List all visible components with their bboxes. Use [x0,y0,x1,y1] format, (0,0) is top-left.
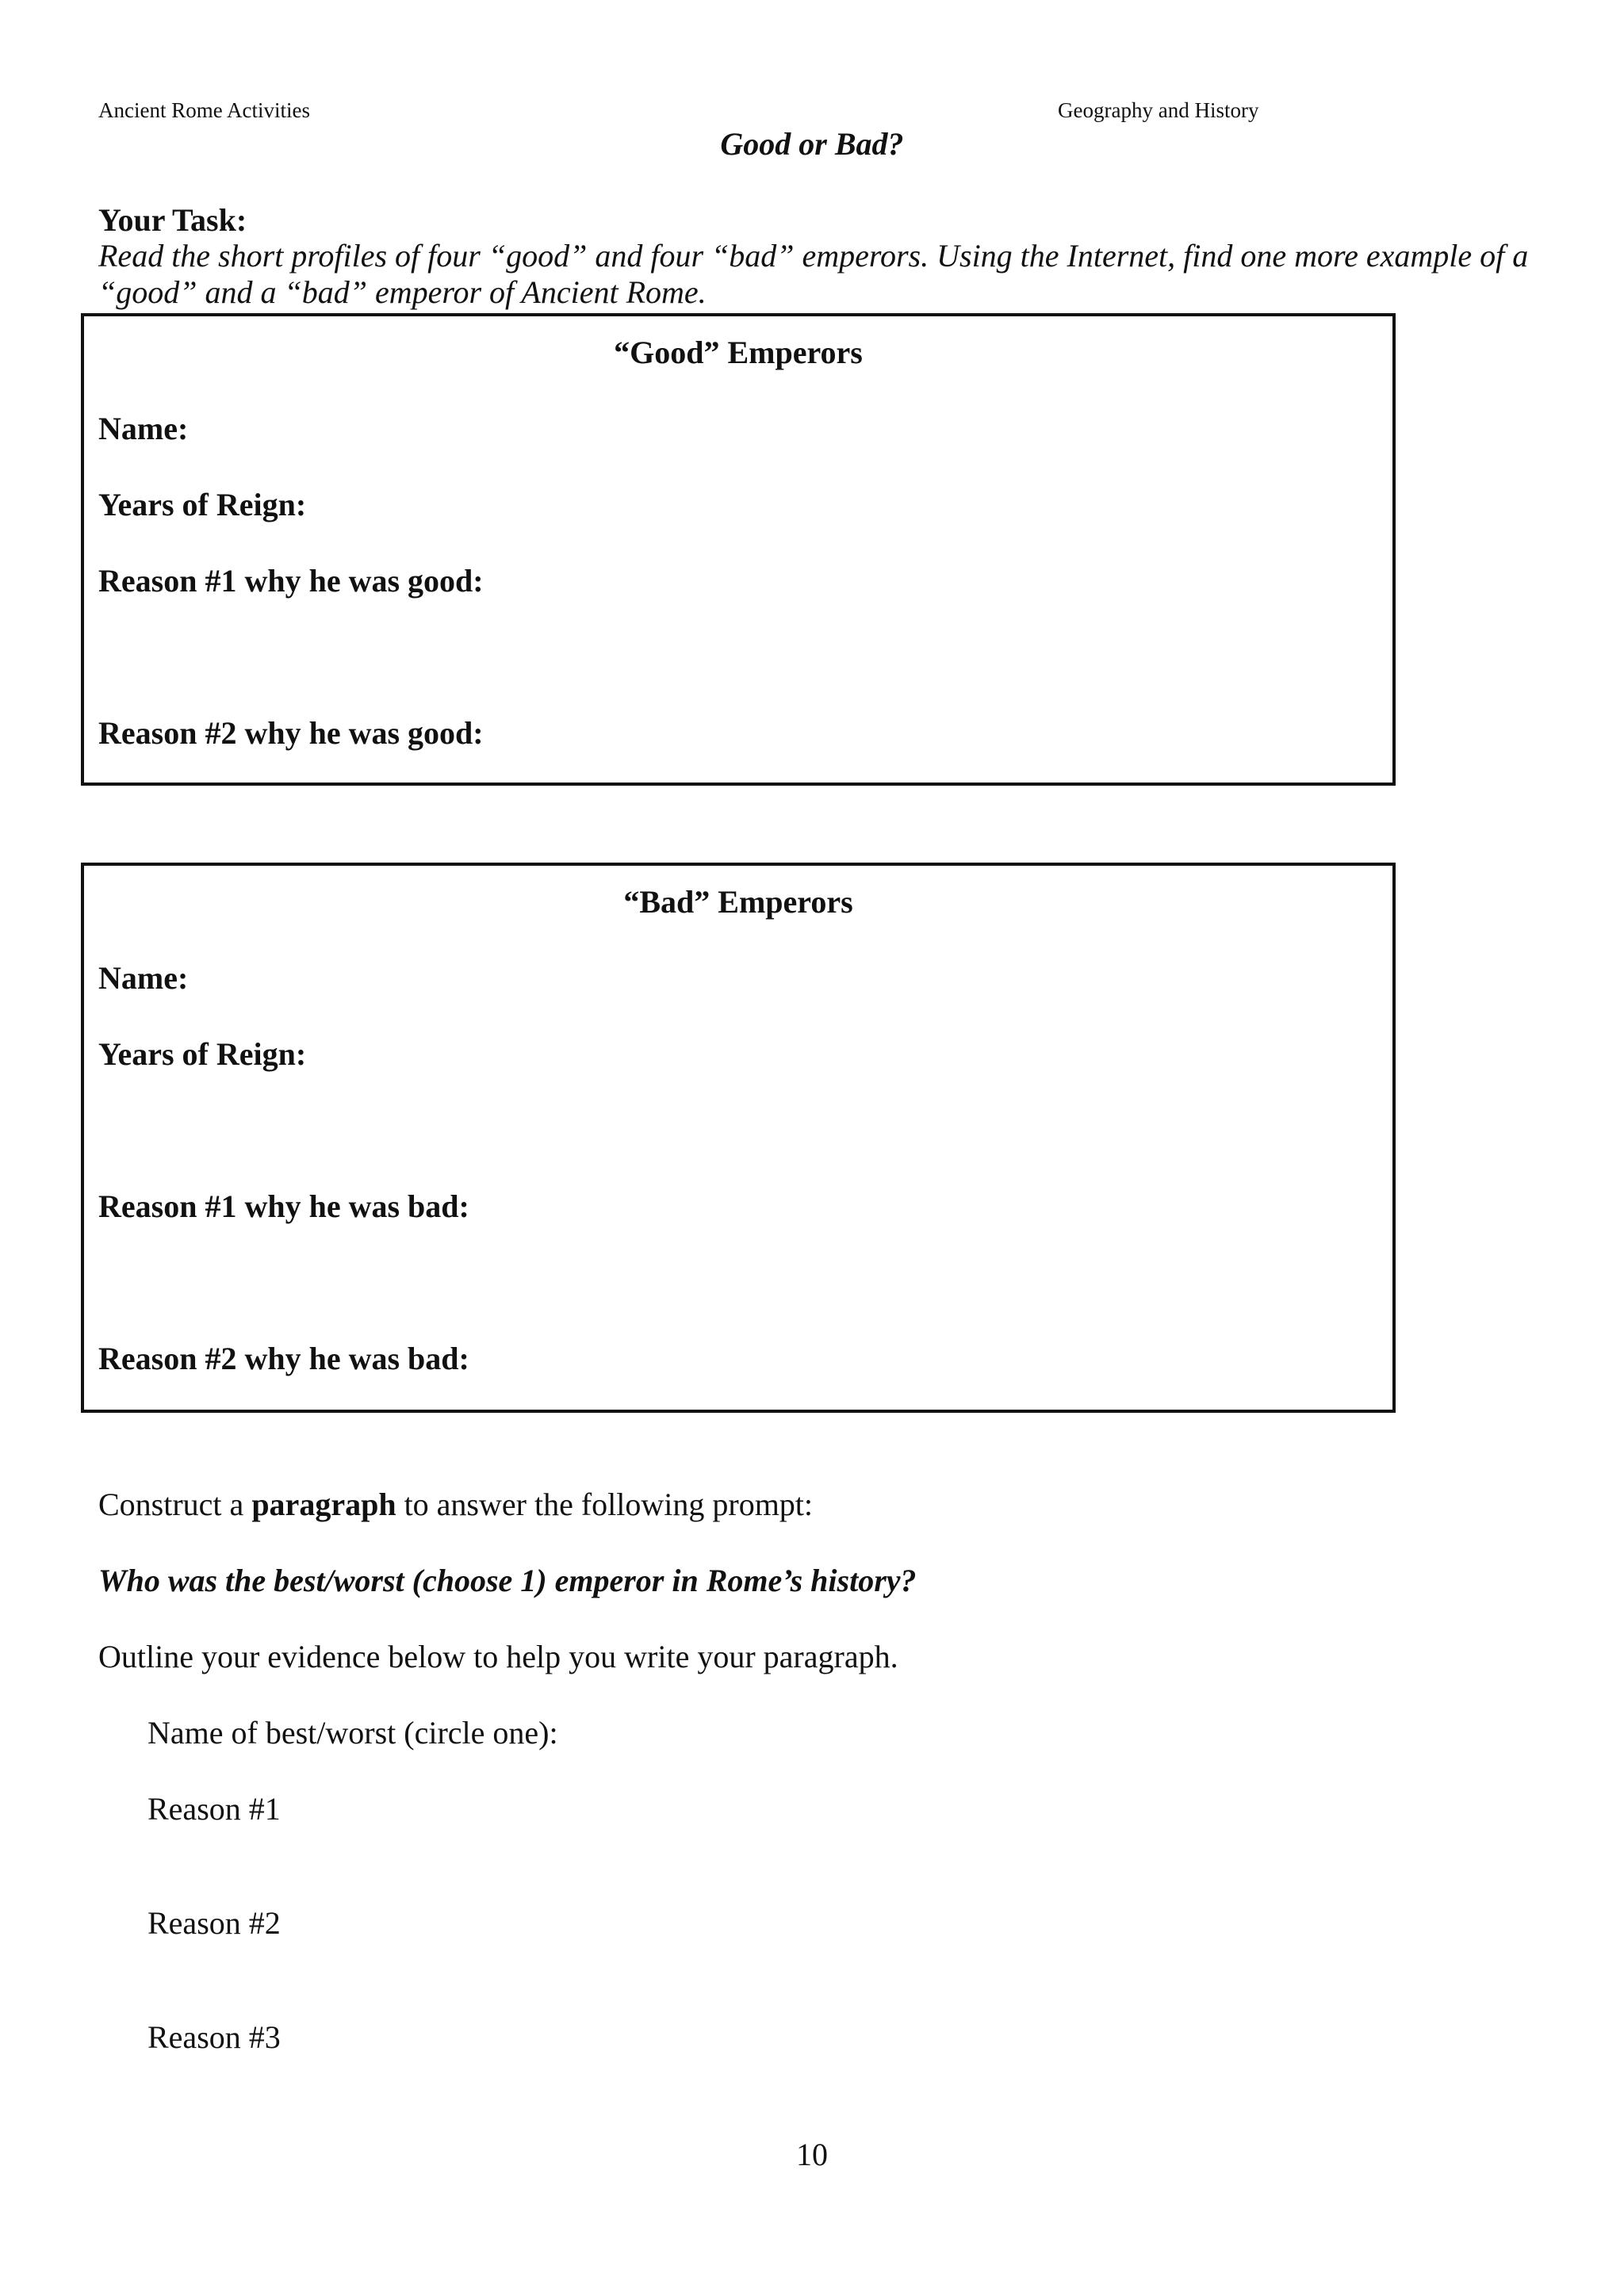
outline-reason1: Reason #1 [147,1791,281,1827]
outline-reason3: Reason #3 [147,2019,281,2055]
bad-reason1-label: Reason #1 why he was bad: [98,1188,469,1224]
page-title: Good or Bad? [720,126,904,162]
bad-years-label: Years of Reign: [98,1036,307,1072]
good-box-title: “Good” Emperors [614,335,863,370]
header-left: Ancient Rome Activities [98,98,310,122]
bad-emperors-box [81,863,1396,1413]
construct-prefix: Construct a [98,1487,252,1522]
outline-instruction: Outline your evidence below to help you write your paragraph. [98,1639,898,1674]
good-emperors-box [81,313,1396,786]
name-best-worst-line: Name of best/worst (circle one): [147,1715,558,1751]
bad-name-label: Name: [98,960,189,996]
good-reason2-label: Reason #2 why he was good: [98,715,484,751]
construct-bold: paragraph [251,1487,396,1522]
bad-reason2-label: Reason #2 why he was bad: [98,1341,469,1376]
construct-instruction [98,1486,813,1523]
good-years-label: Years of Reign: [98,487,307,522]
page-number: 10 [796,2137,828,2172]
bad-box-title: “Bad” Emperors [623,884,853,920]
task-heading: Your Task: [98,202,247,238]
construct-suffix: to answer the following prompt: [396,1487,814,1522]
outline-reason2: Reason #2 [147,1905,281,1941]
header-right: Geography and History [1058,98,1259,122]
good-reason1-label: Reason #1 why he was good: [98,563,484,599]
task-instructions: Read the short profiles of four “good” and four “bad” emperors. Using the Internet, find one more example of a “good” and a “bad” emperor of Ancient Rome. [98,238,1529,310]
prompt-question: Who was the best/worst (choose 1) emperor in Rome’s history? [98,1563,917,1598]
good-name-label: Name: [98,411,189,446]
